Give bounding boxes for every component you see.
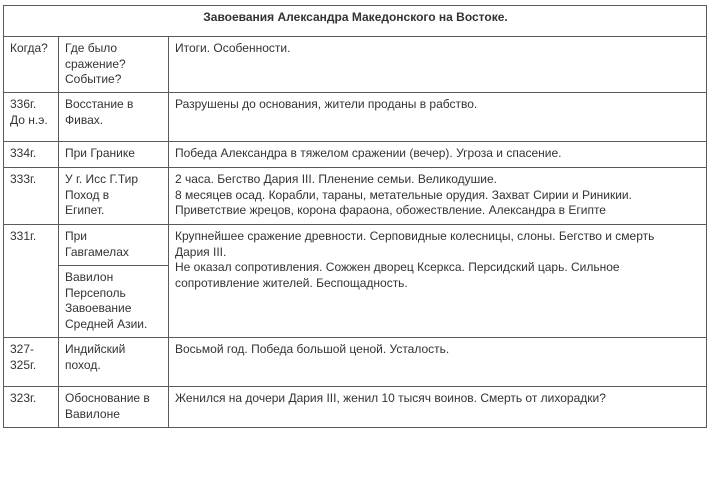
cell-result: 2 часа. Бегство Дария III. Пленение семьи. Великодушие. 8 месяцев осад. Корабли, тараны, метательные орудия. Захват Сирии и Риникии. Приветствие жрецов, корона фараона, обожествление. Александра в Египте (169, 168, 707, 225)
title-row (4, 6, 707, 37)
cell-result: Разрушены до основания, жители проданы в рабство. (169, 93, 707, 142)
header-results: Итоги. Особенности. (169, 37, 707, 93)
header-row (4, 37, 707, 93)
header-where: Где было сражение? Событие? (59, 37, 169, 93)
cell-event: Вавилон Персеполь Завоевание Средней Азии. (59, 266, 169, 338)
conquests-table (3, 5, 707, 428)
table-row (4, 225, 707, 266)
cell-event: Восстание в Фивах. (59, 93, 169, 142)
cell-result: Крупнейшее сражение древности. Серповидные колесницы, слоны. Бегство и смерть Дария III. Не оказал сопротивления. Сожжен дворец Ксеркса. Персидский царь. Сильное сопротивление жителей. Беспощадность. (169, 225, 707, 338)
cell-result: Женился на дочери Дария III, женил 10 тысяч воинов. Смерть от лихорадки? (169, 387, 707, 428)
cell-result: Победа Александра в тяжелом сражении (вечер). Угроза и спасение. (169, 142, 707, 168)
cell-when: 331г. (4, 225, 59, 338)
cell-event: При Гавгамелах (59, 225, 169, 266)
table-title: Завоевания Александра Македонского на Востоке. (4, 6, 707, 37)
header-when: Когда? (4, 37, 59, 93)
cell-event: У г. Исс Г.Тир Поход в Египет. (59, 168, 169, 225)
table-row (4, 338, 707, 387)
cell-when: 327- 325г. (4, 338, 59, 387)
cell-when: 333г. (4, 168, 59, 225)
cell-result: Восьмой год. Победа большой ценой. Усталость. (169, 338, 707, 387)
cell-when: 336г. До н.э. (4, 93, 59, 142)
table-row (4, 168, 707, 225)
cell-when: 323г. (4, 387, 59, 428)
cell-event: Индийский поход. (59, 338, 169, 387)
table-row (4, 93, 707, 142)
cell-event: При Гранике (59, 142, 169, 168)
cell-when: 334г. (4, 142, 59, 168)
cell-event: Обоснование в Вавилоне (59, 387, 169, 428)
table-row (4, 142, 707, 168)
table-row (4, 387, 707, 428)
